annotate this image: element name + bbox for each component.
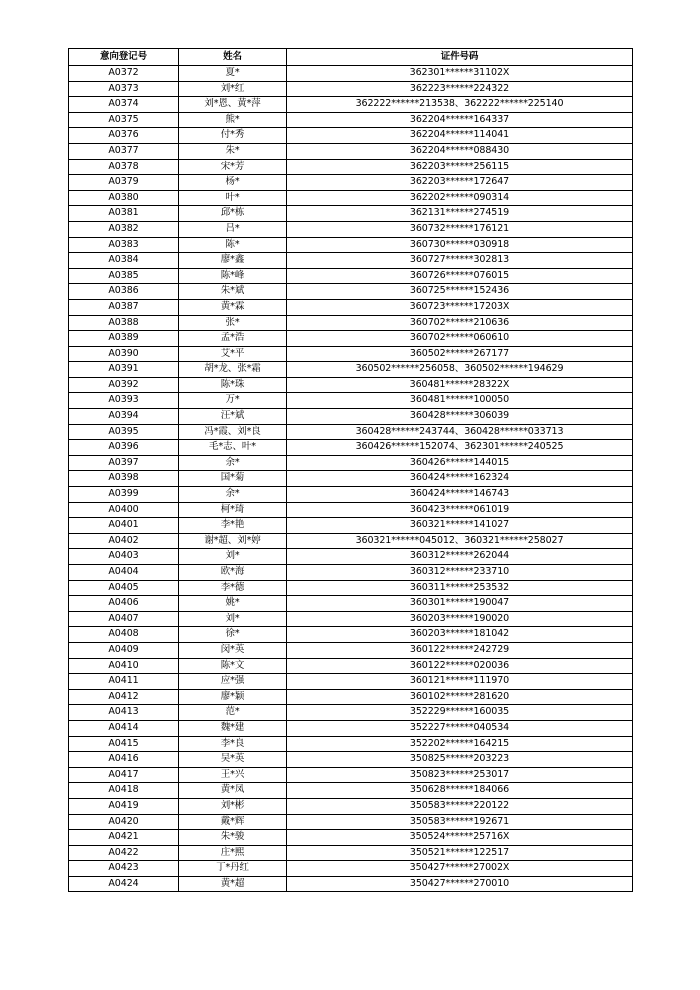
- cell-registration-number: A0408: [69, 627, 179, 643]
- table-row: [69, 284, 633, 300]
- cell-name: 余*: [179, 487, 287, 503]
- cell-id-number: 360481******28322X: [287, 377, 633, 393]
- table-row: [69, 206, 633, 222]
- cell-registration-number: A0377: [69, 143, 179, 159]
- cell-registration-number: A0396: [69, 440, 179, 456]
- cell-id-number: 360428******306039: [287, 409, 633, 425]
- cell-name: 张*: [179, 315, 287, 331]
- cell-id-number: 362204******088430: [287, 143, 633, 159]
- table-row: [69, 533, 633, 549]
- table-row: [69, 752, 633, 768]
- cell-registration-number: A0401: [69, 518, 179, 534]
- header-name: 姓名: [179, 49, 287, 66]
- registry-table: [68, 48, 633, 892]
- cell-id-number: 360424******162324: [287, 471, 633, 487]
- cell-registration-number: A0424: [69, 876, 179, 892]
- table-row: [69, 845, 633, 861]
- cell-name: 刘*红: [179, 81, 287, 97]
- cell-name: 毛*志、叶*: [179, 440, 287, 456]
- cell-registration-number: A0415: [69, 736, 179, 752]
- cell-registration-number: A0389: [69, 331, 179, 347]
- cell-registration-number: A0375: [69, 112, 179, 128]
- cell-registration-number: A0416: [69, 752, 179, 768]
- cell-id-number: 360321******045012、360321******258027: [287, 533, 633, 549]
- cell-id-number: 362202******090314: [287, 190, 633, 206]
- document-page: [68, 48, 632, 892]
- table-row: [69, 861, 633, 877]
- table-row: [69, 674, 633, 690]
- table-row: [69, 299, 633, 315]
- cell-name: 黄*霖: [179, 299, 287, 315]
- cell-name: 李*德: [179, 580, 287, 596]
- table-row: [69, 377, 633, 393]
- cell-id-number: 360203******190020: [287, 611, 633, 627]
- table-row: [69, 315, 633, 331]
- cell-registration-number: A0387: [69, 299, 179, 315]
- cell-id-number: 360481******100050: [287, 393, 633, 409]
- cell-registration-number: A0392: [69, 377, 179, 393]
- cell-registration-number: A0405: [69, 580, 179, 596]
- cell-name: 柯*琦: [179, 502, 287, 518]
- cell-name: 夏*: [179, 66, 287, 82]
- cell-registration-number: A0422: [69, 845, 179, 861]
- table-row: [69, 393, 633, 409]
- cell-name: 国*菊: [179, 471, 287, 487]
- cell-registration-number: A0410: [69, 658, 179, 674]
- table-row: [69, 66, 633, 82]
- cell-registration-number: A0384: [69, 253, 179, 269]
- cell-registration-number: A0372: [69, 66, 179, 82]
- cell-registration-number: A0380: [69, 190, 179, 206]
- cell-registration-number: A0381: [69, 206, 179, 222]
- table-body: [69, 66, 633, 892]
- cell-name: 宋*芳: [179, 159, 287, 175]
- cell-id-number: 350825******203223: [287, 752, 633, 768]
- cell-registration-number: A0394: [69, 409, 179, 425]
- cell-name: 庄*熙: [179, 845, 287, 861]
- table-row: [69, 143, 633, 159]
- cell-name: 汪*斌: [179, 409, 287, 425]
- table-row: [69, 81, 633, 97]
- cell-id-number: 362203******172647: [287, 175, 633, 191]
- cell-name: 应*强: [179, 674, 287, 690]
- cell-name: 李*良: [179, 736, 287, 752]
- table-row: [69, 642, 633, 658]
- cell-registration-number: A0395: [69, 424, 179, 440]
- cell-id-number: 362301******31102X: [287, 66, 633, 82]
- cell-id-number: 352229******160035: [287, 705, 633, 721]
- cell-name: 刘*恩、黄*萍: [179, 97, 287, 113]
- table-row: [69, 346, 633, 362]
- cell-name: 徐*: [179, 627, 287, 643]
- table-row: [69, 487, 633, 503]
- cell-registration-number: A0414: [69, 720, 179, 736]
- table-row: [69, 705, 633, 721]
- cell-id-number: 360730******030918: [287, 237, 633, 253]
- cell-name: 刘*: [179, 549, 287, 565]
- cell-name: 陈*珠: [179, 377, 287, 393]
- cell-name: 陈*: [179, 237, 287, 253]
- cell-name: 黄*超: [179, 876, 287, 892]
- cell-registration-number: A0421: [69, 830, 179, 846]
- table-row: [69, 596, 633, 612]
- table-row: [69, 814, 633, 830]
- cell-registration-number: A0379: [69, 175, 179, 191]
- cell-name: 余*: [179, 455, 287, 471]
- table-row: [69, 783, 633, 799]
- cell-id-number: 360732******176121: [287, 221, 633, 237]
- cell-registration-number: A0406: [69, 596, 179, 612]
- cell-id-number: 360311******253532: [287, 580, 633, 596]
- table-row: [69, 798, 633, 814]
- cell-name: 李*艳: [179, 518, 287, 534]
- cell-id-number: 350427******27002X: [287, 861, 633, 877]
- cell-registration-number: A0400: [69, 502, 179, 518]
- cell-registration-number: A0409: [69, 642, 179, 658]
- cell-registration-number: A0376: [69, 128, 179, 144]
- cell-name: 欧*海: [179, 565, 287, 581]
- cell-id-number: 362203******256115: [287, 159, 633, 175]
- cell-name: 冯*霞、刘*良: [179, 424, 287, 440]
- cell-registration-number: A0399: [69, 487, 179, 503]
- table-header-row: [69, 49, 633, 66]
- table-row: [69, 409, 633, 425]
- cell-id-number: 360502******256058、360502******194629: [287, 362, 633, 378]
- cell-registration-number: A0420: [69, 814, 179, 830]
- cell-id-number: 350628******184066: [287, 783, 633, 799]
- cell-registration-number: A0385: [69, 268, 179, 284]
- cell-id-number: 360428******243744、360428******033713: [287, 424, 633, 440]
- cell-registration-number: A0398: [69, 471, 179, 487]
- cell-name: 叶*: [179, 190, 287, 206]
- cell-id-number: 350583******192671: [287, 814, 633, 830]
- cell-id-number: 360426******152074、362301******240525: [287, 440, 633, 456]
- table-row: [69, 689, 633, 705]
- cell-registration-number: A0412: [69, 689, 179, 705]
- cell-name: 陈*峰: [179, 268, 287, 284]
- cell-registration-number: A0382: [69, 221, 179, 237]
- cell-id-number: 360502******267177: [287, 346, 633, 362]
- cell-id-number: 360122******020036: [287, 658, 633, 674]
- table-row: [69, 627, 633, 643]
- cell-name: 孟*浩: [179, 331, 287, 347]
- cell-registration-number: A0386: [69, 284, 179, 300]
- table-row: [69, 471, 633, 487]
- table-row: [69, 190, 633, 206]
- cell-name: 姚*: [179, 596, 287, 612]
- table-row: [69, 455, 633, 471]
- table-row: [69, 502, 633, 518]
- cell-id-number: 352202******164215: [287, 736, 633, 752]
- cell-name: 闵*英: [179, 642, 287, 658]
- table-row: [69, 767, 633, 783]
- cell-name: 杨*: [179, 175, 287, 191]
- cell-registration-number: A0418: [69, 783, 179, 799]
- cell-name: 魏*建: [179, 720, 287, 736]
- cell-registration-number: A0403: [69, 549, 179, 565]
- table-row: [69, 876, 633, 892]
- cell-registration-number: A0378: [69, 159, 179, 175]
- cell-registration-number: A0402: [69, 533, 179, 549]
- cell-id-number: 362222******213538、362222******225140: [287, 97, 633, 113]
- cell-registration-number: A0407: [69, 611, 179, 627]
- cell-id-number: 360423******061019: [287, 502, 633, 518]
- cell-name: 吴*英: [179, 752, 287, 768]
- cell-name: 王*兴: [179, 767, 287, 783]
- table-row: [69, 720, 633, 736]
- table-row: [69, 253, 633, 269]
- cell-name: 谢*超、刘*婷: [179, 533, 287, 549]
- table-row: [69, 736, 633, 752]
- cell-registration-number: A0411: [69, 674, 179, 690]
- cell-id-number: 360426******144015: [287, 455, 633, 471]
- table-row: [69, 830, 633, 846]
- cell-registration-number: A0391: [69, 362, 179, 378]
- cell-id-number: 360726******076015: [287, 268, 633, 284]
- cell-id-number: 350583******220122: [287, 798, 633, 814]
- table-row: [69, 175, 633, 191]
- cell-id-number: 350823******253017: [287, 767, 633, 783]
- cell-id-number: 360312******233710: [287, 565, 633, 581]
- cell-id-number: 360122******242729: [287, 642, 633, 658]
- table-row: [69, 611, 633, 627]
- cell-id-number: 360702******210636: [287, 315, 633, 331]
- cell-registration-number: A0374: [69, 97, 179, 113]
- cell-name: 胡*龙、张*霜: [179, 362, 287, 378]
- cell-name: 朱*骏: [179, 830, 287, 846]
- cell-id-number: 352227******040534: [287, 720, 633, 736]
- table-row: [69, 565, 633, 581]
- cell-name: 刘*彬: [179, 798, 287, 814]
- cell-registration-number: A0390: [69, 346, 179, 362]
- cell-id-number: 360312******262044: [287, 549, 633, 565]
- cell-name: 陈*文: [179, 658, 287, 674]
- cell-name: 朱*斌: [179, 284, 287, 300]
- cell-registration-number: A0404: [69, 565, 179, 581]
- cell-id-number: 360424******146743: [287, 487, 633, 503]
- table-row: [69, 362, 633, 378]
- cell-id-number: 360301******190047: [287, 596, 633, 612]
- table-row: [69, 221, 633, 237]
- cell-name: 万*: [179, 393, 287, 409]
- cell-id-number: 362204******164337: [287, 112, 633, 128]
- table-row: [69, 424, 633, 440]
- cell-id-number: 362204******114041: [287, 128, 633, 144]
- table-row: [69, 440, 633, 456]
- cell-registration-number: A0419: [69, 798, 179, 814]
- table-row: [69, 518, 633, 534]
- table-row: [69, 112, 633, 128]
- cell-name: 付*秀: [179, 128, 287, 144]
- cell-name: 范*: [179, 705, 287, 721]
- table-row: [69, 268, 633, 284]
- cell-id-number: 360727******302813: [287, 253, 633, 269]
- cell-name: 廖*鑫: [179, 253, 287, 269]
- cell-id-number: 362131******274519: [287, 206, 633, 222]
- cell-id-number: 350524******25716X: [287, 830, 633, 846]
- cell-name: 吕*: [179, 221, 287, 237]
- cell-name: 黄*凤: [179, 783, 287, 799]
- cell-name: 戴*辉: [179, 814, 287, 830]
- cell-registration-number: A0383: [69, 237, 179, 253]
- cell-registration-number: A0373: [69, 81, 179, 97]
- cell-registration-number: A0393: [69, 393, 179, 409]
- cell-id-number: 360725******152436: [287, 284, 633, 300]
- cell-id-number: 360121******111970: [287, 674, 633, 690]
- cell-id-number: 350521******122517: [287, 845, 633, 861]
- table-row: [69, 97, 633, 113]
- table-row: [69, 658, 633, 674]
- table-row: [69, 549, 633, 565]
- cell-id-number: 362223******224322: [287, 81, 633, 97]
- table-row: [69, 580, 633, 596]
- cell-registration-number: A0388: [69, 315, 179, 331]
- cell-registration-number: A0423: [69, 861, 179, 877]
- cell-name: 艾*平: [179, 346, 287, 362]
- header-id-number: 证件号码: [287, 49, 633, 66]
- cell-registration-number: A0417: [69, 767, 179, 783]
- cell-id-number: 360702******060610: [287, 331, 633, 347]
- cell-name: 邱*栋: [179, 206, 287, 222]
- table-row: [69, 331, 633, 347]
- header-registration-number: 意向登记号: [69, 49, 179, 66]
- table-row: [69, 159, 633, 175]
- cell-id-number: 350427******270010: [287, 876, 633, 892]
- cell-name: 朱*: [179, 143, 287, 159]
- cell-id-number: 360203******181042: [287, 627, 633, 643]
- cell-name: 丁*丹红: [179, 861, 287, 877]
- cell-name: 熊*: [179, 112, 287, 128]
- table-row: [69, 237, 633, 253]
- cell-id-number: 360723******17203X: [287, 299, 633, 315]
- cell-id-number: 360321******141027: [287, 518, 633, 534]
- cell-name: 刘*: [179, 611, 287, 627]
- cell-registration-number: A0397: [69, 455, 179, 471]
- cell-name: 廖*颖: [179, 689, 287, 705]
- table-row: [69, 128, 633, 144]
- cell-registration-number: A0413: [69, 705, 179, 721]
- cell-id-number: 360102******281620: [287, 689, 633, 705]
